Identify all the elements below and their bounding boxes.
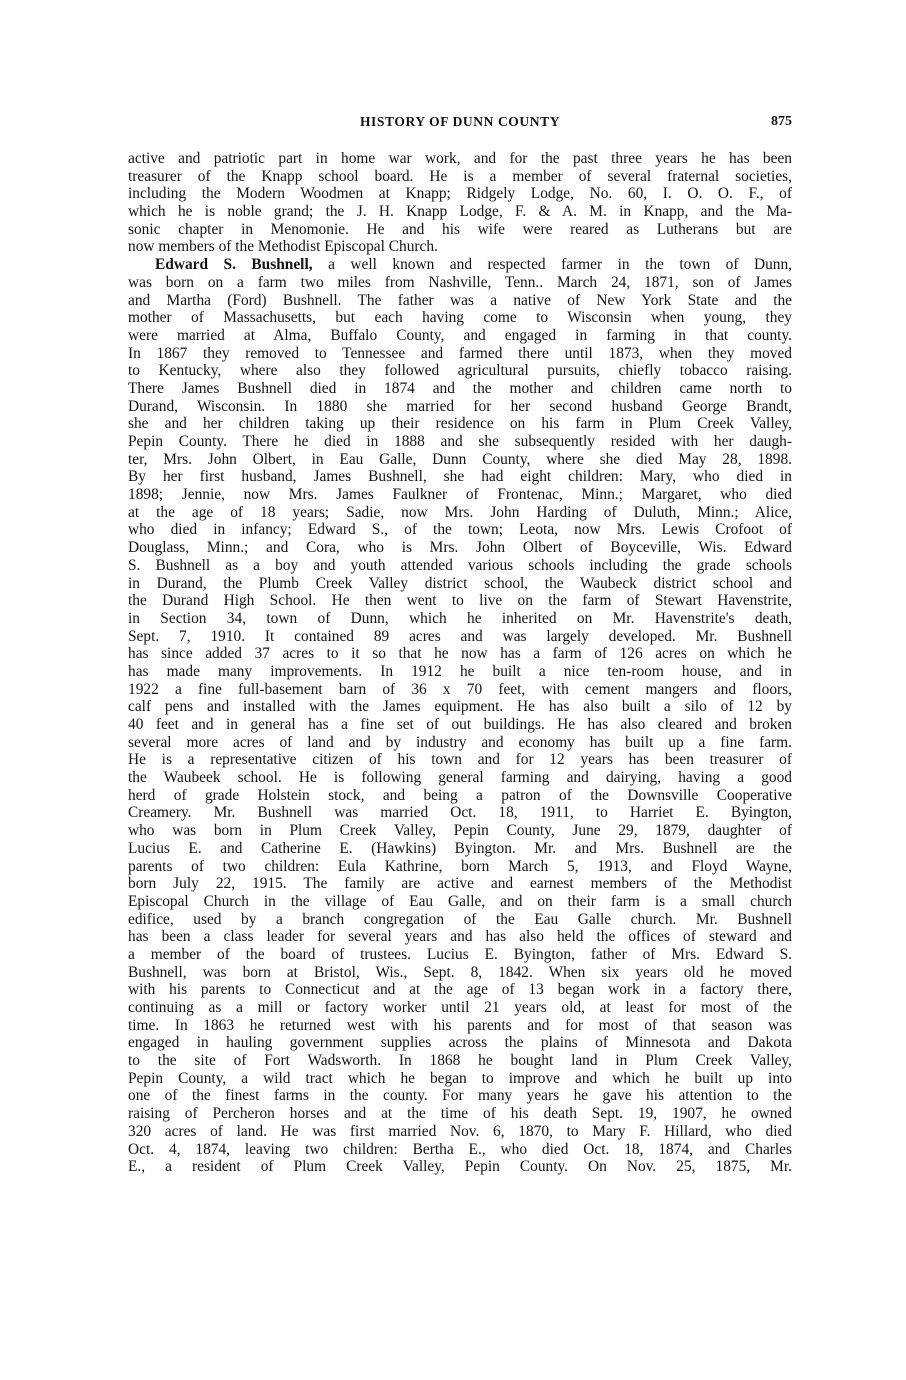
text-line: born July 22, 1915. The family are active and earnest members of the Methodist <box>128 875 792 893</box>
text-line: she and her children taking up their residence on his farm in Plum Creek Valley, <box>128 415 792 433</box>
text-line: who was born in Plum Creek Valley, Pepin County, June 29, 1879, daughter of <box>128 822 792 840</box>
text-line: in Durand, the Plumb Creek Valley district school, the Waubeck district school and <box>128 574 792 592</box>
text-line: has been a class leader for several years and has also held the offices of steward and <box>128 928 792 946</box>
text-line: E., a resident of Plum Creek Valley, Pepin County. On Nov. 25, 1875, Mr. <box>128 1158 792 1176</box>
text-line: treasurer of the Knapp school board. He is a member of several fraternal societies, <box>128 167 792 185</box>
text-line: parents of two children: Eula Kathrine, born March 5, 1913, and Floyd Wayne, <box>128 857 792 875</box>
biography-name: Edward S. Bushnell, <box>155 256 313 274</box>
text-line: Bushnell, was born at Bristol, Wis., Sept. 8, 1842. When six years old he moved <box>128 963 792 981</box>
text-line: 40 feet and in general has a fine set of out buildings. He has also cleared and broken <box>128 716 792 733</box>
text-line: Oct. 4, 1874, leaving two children: Bertha E., who died Oct. 18, 1874, and Charles <box>128 1140 792 1158</box>
text-line: mother of Massachusetts, but each having come to Wisconsin when young, they <box>128 309 792 327</box>
text-line: including the Modern Woodmen at Knapp; Ridgely Lodge, No. 60, I. O. O. F., of <box>128 185 792 203</box>
text-line: Lucius E. and Catherine E. (Hawkins) Byington. Mr. and Mrs. Bushnell are the <box>128 839 792 857</box>
text-line: Sept. 7, 1910. It contained 89 acres and was largely developed. Mr. Bushnell <box>128 627 792 645</box>
paragraph-continued <box>128 150 792 256</box>
text-line: S. Bushnell as a boy and youth attended various schools including the grade schools <box>128 556 792 574</box>
paragraph-first-line <box>128 256 792 274</box>
text-line: engaged in hauling government supplies across the plains of Minnesota and Dakota <box>128 1034 792 1052</box>
text-line: which he is noble grand; the J. H. Knapp Lodge, F. & A. M. in Knapp, and the Ma- <box>128 203 792 221</box>
running-head <box>128 114 792 136</box>
text-line: the Durand High School. He then went to live on the farm of Stewart Havenstrite, <box>128 592 792 610</box>
text-line: has since added 37 acres to it so that he now has a farm of 126 acres on which he <box>128 645 792 663</box>
text-line: herd of grade Holstein stock, and being a patron of the Downsville Cooperative <box>128 786 792 804</box>
text-line: ter, Mrs. John Olbert, in Eau Galle, Dunn County, where she died May 28, 1898. <box>128 450 792 468</box>
text-line: to the site of Fort Wadsworth. In 1868 he bought land in Plum Creek Valley, <box>128 1052 792 1070</box>
text-line: a member of the board of trustees. Lucius E. Byington, father of Mrs. Edward S. <box>128 945 792 963</box>
text-line: raising of Percheron horses and at the time of his death Sept. 19, 1907, he owned <box>128 1105 792 1123</box>
text-line: By her first husband, James Bushnell, she had eight children: Mary, who died in <box>128 468 792 486</box>
text-line: one of the finest farms in the county. For many years he gave his attention to the <box>128 1087 792 1105</box>
text-line: There James Bushnell died in 1874 and the mother and children came north to <box>128 379 792 397</box>
text-line: has made many improvements. In 1912 he built a nice ten-room house, and in <box>128 662 792 680</box>
page-number: 875 <box>771 114 792 129</box>
text-line: Pepin County. There he died in 1888 and she subsequently resided with her daugh- <box>128 433 792 450</box>
text-line: was born on a farm two miles from Nashville, Tenn.. March 24, 1871, son of James <box>128 273 792 291</box>
text-line: In 1867 they removed to Tennessee and farmed there until 1873, when they moved <box>128 344 792 362</box>
running-title: HISTORY OF DUNN COUNTY <box>359 114 561 129</box>
text-line: He is a representative citizen of his town and for 12 years has been treasurer of <box>128 751 792 769</box>
text-line: who died in infancy; Edward S., of the town; Leota, now Mrs. Lewis Crofoot of <box>128 521 792 539</box>
text-line: with his parents to Connecticut and at the age of 13 began work in a factory there, <box>128 981 792 999</box>
text-line: edifice, used by a branch congregation of the Eau Galle church. Mr. Bushnell <box>128 910 792 928</box>
text-line: Episcopal Church in the village of Eau Galle, and on their farm is a small church <box>128 892 792 910</box>
text-line: several more acres of land and by industry and economy has built up a fine farm. <box>128 733 792 751</box>
text-line: continuing as a mill or factory worker until 21 years old, at least for most of the <box>128 999 792 1016</box>
text-line: were married at Alma, Buffalo County, and engaged in farming in that county. <box>128 326 792 344</box>
text-line: Durand, Wisconsin. In 1880 she married for her second husband George Brandt, <box>128 397 792 415</box>
text-line: calf pens and installed with the James equipment. He has also built a silo of 12 by <box>128 698 792 716</box>
body-text <box>128 150 792 1176</box>
text-line: sonic chapter in Menomonie. He and his wife were reared as Lutherans but are <box>128 220 792 238</box>
first-line-text: a well known and respected farmer in the town of Dunn, <box>312 256 792 274</box>
text-line: 320 acres of land. He was first married Nov. 6, 1870, to Mary F. Hillard, who died <box>128 1122 792 1140</box>
text-line: time. In 1863 he returned west with his parents and for most of that season was <box>128 1016 792 1034</box>
text-line: in Section 34, town of Dunn, which he inherited on Mr. Havenstrite's death, <box>128 609 792 627</box>
text-line: Douglass, Minn.; and Cora, who is Mrs. John Olbert of Boyceville, Wis. Edward <box>128 539 792 557</box>
text-line: at the age of 18 years; Sadie, now Mrs. John Harding of Duluth, Minn.; Alice, <box>128 503 792 521</box>
text-line: the Waubeek school. He is following general farming and dairying, having a good <box>128 769 792 787</box>
text-line: 1922 a fine full-basement barn of 36 x 70 feet, with cement mangers and floors, <box>128 680 792 698</box>
text-line: Pepin County, a wild tract which he began to improve and which he built up into <box>128 1069 792 1087</box>
text-line: active and patriotic part in home war work, and for the past three years he has been <box>128 150 792 167</box>
text-line: and Martha (Ford) Bushnell. The father was a native of New York State and the <box>128 291 792 309</box>
text-line: 1898; Jennie, now Mrs. James Faulkner of Frontenac, Minn.; Margaret, who died <box>128 486 792 504</box>
text-line: Creamery. Mr. Bushnell was married Oct. 18, 1911, to Harriet E. Byington, <box>128 804 792 822</box>
text-line: now members of the Methodist Episcopal Church. <box>128 238 438 256</box>
text-line: to Kentucky, where also they followed agricultural pursuits, chiefly tobacco raising. <box>128 362 792 380</box>
paragraph-edward-bushnell <box>128 256 792 1176</box>
